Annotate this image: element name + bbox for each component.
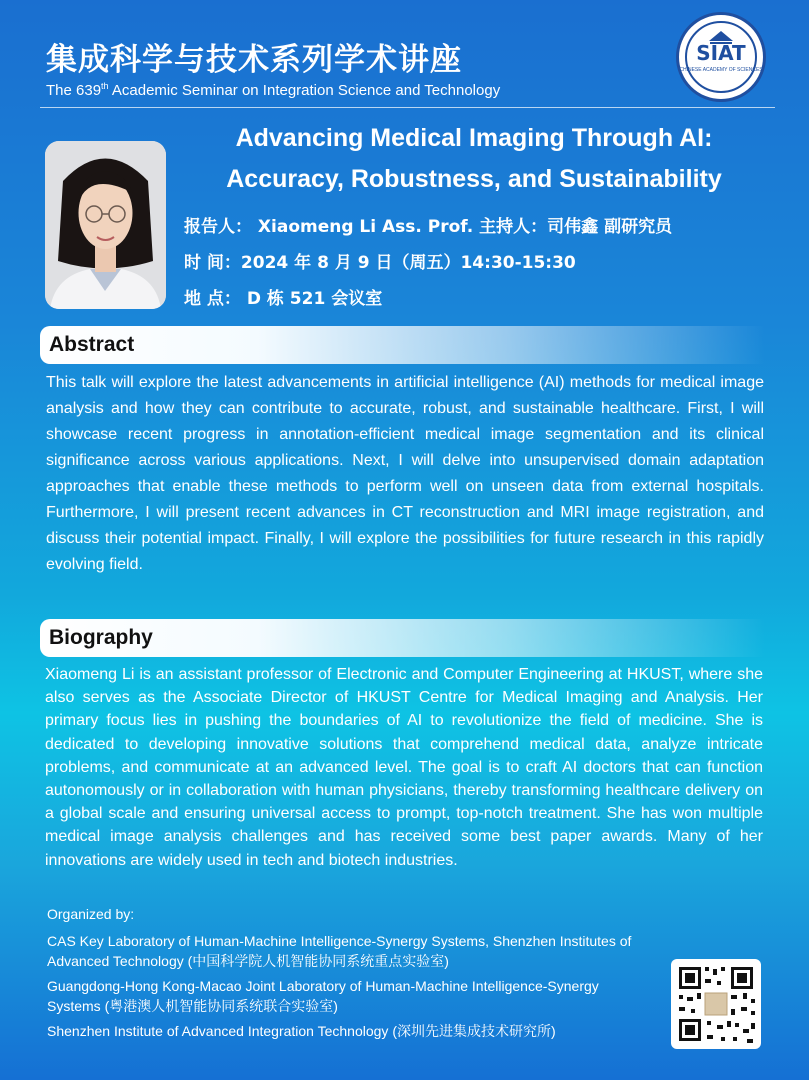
qr-code-graphic (671, 959, 761, 1049)
speaker-portrait (45, 141, 166, 309)
biography-heading: Biography (49, 626, 153, 649)
talk-title (184, 118, 764, 200)
talk-title-line-1: Advancing Medical Imaging Through AI: (235, 124, 713, 152)
abstract-text: This talk will explore the latest advancements in artificial intelligence (AI) methods for medical image analysis and how they can contribute to accurate, robust, and sustainable healthcare. First, I will showcase recent progress in annotation-efficient medical image segmentation and its clinical significance across various applications. Next, I will delve into unsupervised domain adaptation approaches that enable these methods to perform well on unseen data from external hospitals. Furthermore, I will present recent advances in CT reconstruction and MRI image registration, and discuss their potential impact. Finally, I will explore the possibilities for future research in this rapidly evolving field. (46, 374, 764, 573)
organizer-item: Guangdong-Hong Kong-Macao Joint Laboratory of Human-Machine Intelligence-Synergy Systems (粤港澳人机智能协同系统联合实验室) (47, 978, 599, 1014)
organizer-item: Shenzhen Institute of Advanced Integration Technology (深圳先进集成技术研究所) (47, 1023, 556, 1039)
series-subtitle-pre: The 639 (46, 82, 102, 99)
abstract-heading: Abstract (49, 333, 135, 356)
speaker-photo (45, 141, 166, 309)
time-line: 时 间：2024 年 8 月 9 日（周五）14:30-15:30 (184, 253, 576, 273)
biography-heading-bar (40, 619, 765, 657)
place-line: 地 点： D 栋 521 会议室 (184, 289, 383, 309)
abstract-heading-bar (40, 326, 765, 364)
speaker-host-line: 报告人： Xiaomeng Li Ass. Prof. 主持人：司伟鑫 副研究员 (184, 217, 673, 237)
series-subtitle-sup: th (101, 81, 109, 91)
logo-text: SIAT (696, 41, 746, 65)
header-divider (40, 107, 775, 108)
logo-small-text: CHINESE ACADEMY OF SCIENCES (679, 67, 763, 73)
series-subtitle-post: Academic Seminar on Integration Science and Technology (108, 82, 501, 99)
talk-title-line-2: Accuracy, Robustness, and Sustainability (226, 165, 722, 193)
series-subtitle (46, 81, 500, 99)
organizers-heading: Organized by: (47, 906, 135, 922)
series-title: 集成科学与技术系列学术讲座 (46, 42, 462, 78)
qr-code-icon (671, 959, 761, 1049)
organizer-item: CAS Key Laboratory of Human-Machine Intelligence-Synergy Systems, Shenzhen Institutes of Advanced Technology (中国科学院人机智能协同系统重点实验室) (47, 933, 632, 969)
biography-text: Xiaomeng Li is an assistant professor of Electronic and Computer Engineering at HKUST, where she also serves as the Associate Director of HKUST Centre for Medical Imaging and Analysis. Her primary focus lies in pushing the boundaries of AI to revolutionize the field of medicine. She is dedicated to developing innovative solutions that comprehend medical data, analyze intricate problems, and communicate at an advanced level. The goal is to craft AI doctors that can function autonomously or in collaboration with human physicians, thereby transforming healthcare delivery on a global scale and ensuring universal access to prompt, top-notch treatment. She has won multiple medical image analysis challenges and has received some best paper awards. Many of her innovations are widely used in tech and biotech industries. (45, 666, 763, 869)
siat-logo-icon (676, 12, 766, 102)
